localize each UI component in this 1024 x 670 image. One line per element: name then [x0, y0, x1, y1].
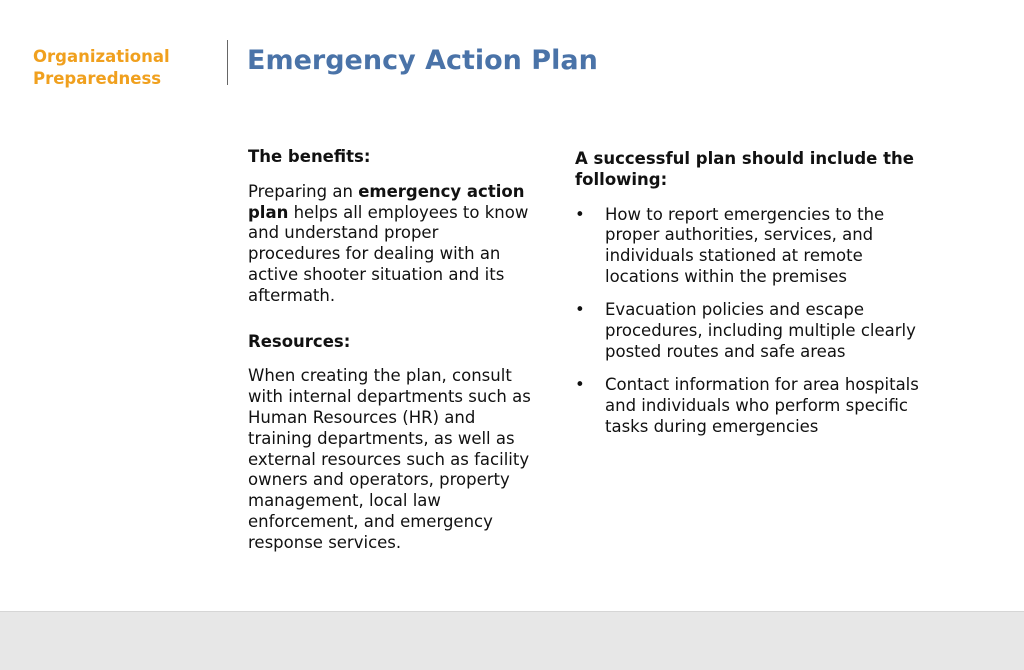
page-title: Emergency Action Plan [247, 45, 598, 76]
bullet-text: How to report emergencies to the proper authorities, services, and individuals stationed at remote locations within the premises [605, 204, 885, 286]
resources-paragraph: When creating the plan, consult with internal departments such as Human Resources (HR) and training departments, as well as external resources such as facility owners and operators, property management, local law enforcement, and emergency response services. [248, 366, 531, 552]
bullet-text: Contact information for area hospitals and individuals who perform specific tasks during emergencies [605, 375, 919, 436]
plan-contents-heading: A successful plan should include the following: [575, 149, 914, 189]
benefits-prefix: Preparing an [248, 181, 359, 201]
plan-contents-column [575, 149, 920, 450]
plan-contents-list [575, 205, 920, 438]
footer-band [0, 611, 1024, 670]
list-item [575, 375, 920, 437]
list-item [575, 300, 920, 362]
benefits-heading: The benefits: [248, 147, 371, 166]
bullet-icon: • [575, 300, 585, 320]
header-divider [227, 40, 228, 85]
bullet-icon: • [575, 204, 585, 224]
section-label: Organizational Preparedness [33, 47, 170, 88]
bullet-text: Evacuation policies and escape procedures, including multiple clearly posted routes and safe areas [605, 300, 916, 361]
list-item [575, 205, 920, 288]
benefits-emphasis: emergency action plan [248, 181, 525, 222]
resources-heading: Resources: [248, 331, 351, 351]
bullet-icon: • [575, 375, 585, 395]
benefits-column [248, 147, 533, 554]
benefits-suffix: helps all employees to know and understand proper procedures for dealing with an active shooter situation and its aftermath. [248, 202, 529, 305]
benefits-paragraph [248, 182, 533, 307]
